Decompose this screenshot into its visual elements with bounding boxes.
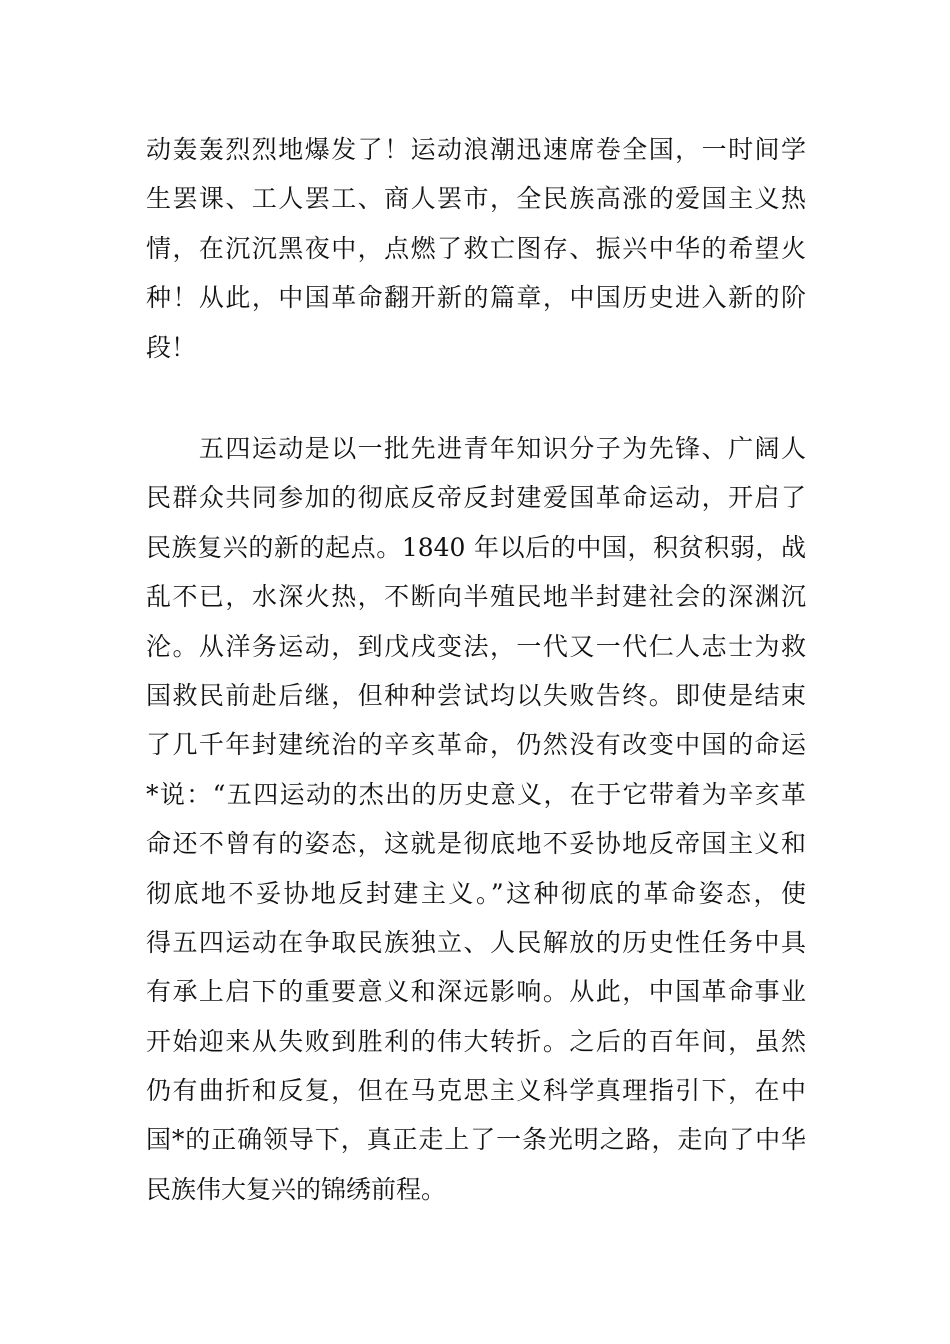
text-line: 民群众共同参加的彻底反帝反封建爱国革命运动，开启了: [146, 483, 806, 513]
text-line: 开始迎来从失败到胜利的伟大转折。之后的百年间，虽然: [146, 1026, 806, 1056]
text-line: 民族伟大复兴的锦绣前程。: [146, 1174, 447, 1204]
text-line: 了几千年封建统治的辛亥革命，仍然没有改变中国的命运: [146, 730, 806, 760]
paragraph-1: [146, 125, 806, 372]
paragraph-2: [146, 424, 806, 1214]
text-line: 彻底地不妥协地反封建主义。”这种彻底的革命姿态，使: [146, 878, 806, 908]
text-line: 得五四运动在争取民族独立、人民解放的历史性任务中具: [146, 927, 806, 957]
text-line: 乱不已，水深火热，不断向半殖民地半封建社会的深渊沉: [146, 582, 806, 612]
text-line: *说：“五四运动的杰出的历史意义，在于它带着为辛亥革: [146, 779, 806, 809]
text-line: 国救民前赴后继，但种种尝试均以失败告终。即使是结束: [146, 680, 806, 710]
text-line: 种！从此，中国革命翻开新的篇章，中国历史进入新的阶: [146, 283, 806, 313]
text-line: 沦。从洋务运动，到戊戌变法，一代又一代仁人志士为救: [146, 631, 806, 661]
text-line: 动轰轰烈烈地爆发了！运动浪潮迅速席卷全国，一时间学: [146, 135, 806, 164]
text-line: 民族复兴的新的起点。1840 年以后的中国，积贫积弱，战: [146, 532, 806, 562]
text-line: 五四运动是以一批先进青年知识分子为先锋、广阔人: [146, 434, 806, 463]
text-line: 有承上启下的重要意义和深远影响。从此，中国革命事业: [146, 977, 806, 1007]
text-line: 国*的正确领导下，真正走上了一条光明之路，走向了中华: [146, 1125, 806, 1155]
text-line: 生罢课、工人罢工、商人罢市，全民族高涨的爱国主义热: [146, 184, 806, 214]
text-line: 情，在沉沉黑夜中，点燃了救亡图存、振兴中华的希望火: [146, 233, 806, 263]
text-line: 命还不曾有的姿态，这就是彻底地不妥协地反帝国主义和: [146, 829, 806, 859]
text-line: 段！: [146, 332, 197, 362]
text-line: 仍有曲折和反复，但在马克思主义科学真理指引下，在中: [146, 1076, 806, 1106]
